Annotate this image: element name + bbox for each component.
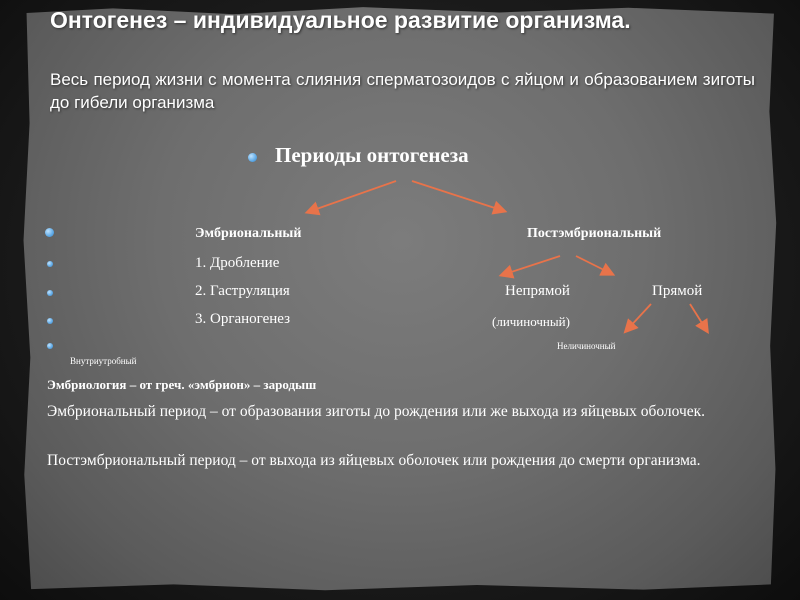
arrow-direct-down-right — [690, 304, 707, 331]
embryonic-label: Эмбриональный — [195, 226, 302, 241]
arrow-to-indirect — [502, 256, 560, 275]
arrow-direct-down-left — [626, 304, 651, 331]
postembryonic-label: Постэмбриональный — [527, 226, 662, 241]
embryonic-definition: Эмбриональный период – от образования зиготы до рождения или же выхода из яйцевых оболочек. — [47, 403, 706, 420]
etymology-note: Эмбриология – от греч. «эмбрион» – зародыш — [47, 377, 317, 392]
stage-cleavage: 1. Дробление — [195, 255, 280, 271]
slide-subtitle: Весь период жизни с момента слияния сперматозоидов с яйцом и образованием зиготы до гибели организма — [50, 70, 755, 112]
arrow-to-embryonic — [308, 181, 396, 212]
indirect-note: (личиночный) — [492, 314, 570, 329]
slide-title: Онтогенез – индивидуальное развитие организма. — [50, 7, 631, 33]
stage-gastrulation: 2. Гаструляция — [195, 283, 290, 299]
direct-note: Неличиночный — [557, 341, 616, 351]
arrow-to-direct — [576, 256, 612, 274]
direct-type: Прямой — [652, 283, 703, 299]
postembryonic-definition: Постэмбриональный период – от выхода из яйцевых оболочек или рождения до смерти организма. — [47, 452, 701, 469]
intrauterine-label: Внутриутробный — [70, 356, 137, 366]
arrow-to-postembryonic — [412, 181, 504, 211]
stage-organogenesis: 3. Органогенез — [195, 311, 291, 327]
indirect-type: Непрямой — [505, 283, 570, 299]
periods-heading: Периоды онтогенеза — [275, 143, 469, 167]
